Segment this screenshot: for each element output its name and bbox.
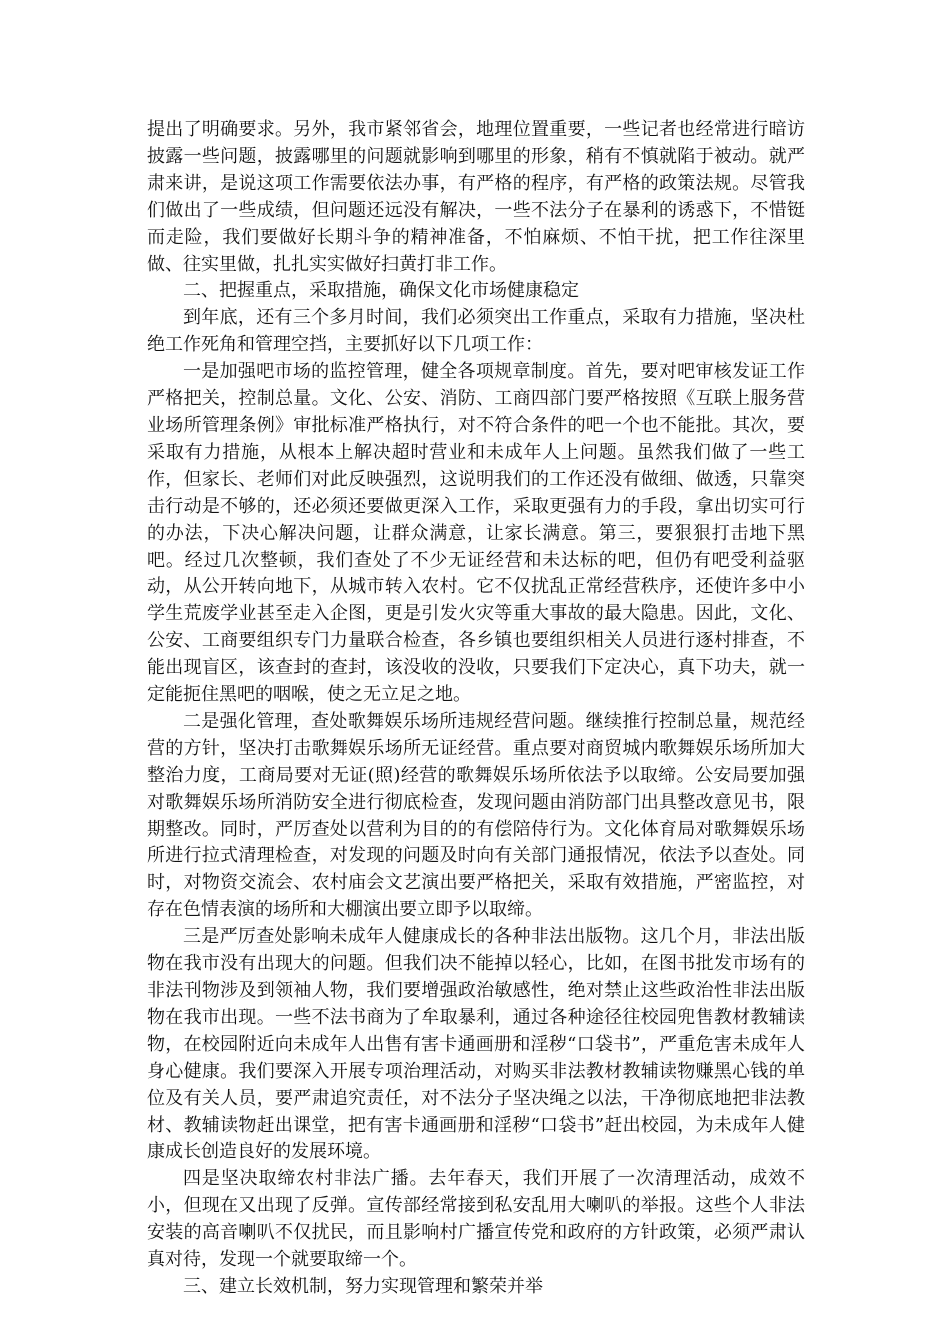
paragraph-7: 四是坚决取缔农村非法广播。去年春天，我们开展了一次清理活动，成效不小，但现在又出现了反弹。宣传部经常接到私安乱用大喇叭的举报。这些个人非法安装的高音喇叭不仅扰民，而且影响村广播宣传党和政府的方针政策，必须严肃认真对待，发现一个就要取缔一个。: [147, 1168, 805, 1271]
document-body: [147, 117, 805, 1301]
paragraph-5: 二是强化管理，查处歌舞娱乐场所违规经营问题。继续推行控制总量，规范经营的方针，坚决打击歌舞娱乐场所无证经营。重点要对商贸城内歌舞娱乐场所加大整治力度，工商局要对无证(照)经营的歌舞娱乐场所依法予以取缔。公安局要加强对歌舞娱乐场所消防安全进行彻底检查，发现问题由消防部门出具整改意见书，限期整改。同时，严厉查处以营利为目的的有偿陪侍行为。文化体育局对歌舞娱乐场所进行拉式清理检查，对发现的问题及时向有关部门通报情况，依法予以查处。同时，对物资交流会、农村庙会文艺演出要严格把关，采取有效措施，严密监控，对存在色情表演的场所和大棚演出要立即予以取缔。: [147, 710, 805, 921]
paragraph-3: 到年底，还有三个多月时间，我们必须突出工作重点，采取有力措施，坚决杜绝工作死角和管理空挡，主要抓好以下几项工作：: [147, 307, 805, 356]
paragraph-6: 三是严厉查处影响未成年人健康成长的各种非法出版物。这几个月，非法出版物在我市没有出现大的问题。但我们决不能掉以轻心，比如，在图书批发市场有的非法刊物涉及到领袖人物，我们要增强政治敏感性，绝对禁止这些政治性非法出版物在我市出现。一些不法书商为了牟取暴利，通过各种途径往校园兜售教材教辅读物，在校园附近向未成年人出售有害卡通画册和淫秽“口袋书”，严重危害未成年人身心健康。我们要深入开展专项治理活动，对购买非法教材教辅读物赚黑心钱的单位及有关人员，要严肃追究责任，对不法分子坚决绳之以法，干净彻底地把非法教材、教辅读物赶出课堂，把有害卡通画册和淫秽“口袋书”赶出校园，为未成年人健康成长创造良好的发展环境。: [147, 926, 805, 1163]
paragraph-4: 一是加强吧市场的监控管理，健全各项规章制度。首先，要对吧审核发证工作严格把关，控制总量。文化、公安、消防、工商四部门要严格按照《互联上服务营业场所管理条例》审批标准严格执行，对不符合条件的吧一个也不能批。其次，要采取有力措施，从根本上解决超时营业和未成年人上问题。虽然我们做了一些工作，但家长、老师们对此反映强烈，这说明我们的工作还没有做细、做透，只靠突击行动是不够的，还必须还要做更深入工作，采取更强有力的手段，拿出切实可行的办法，下决心解决问题，让群众满意，让家长满意。第三，要狠狠打击地下黑吧。经过几次整顿，我们查处了不少无证经营和未达标的吧，但仍有吧受利益驱动，从公开转向地下，从城市转入农村。它不仅扰乱正常经营秩序，还使许多中小学生荒废学业甚至走入企图，更是引发火灾等重大事故的最大隐患。因此，文化、公安、工商要组织专门力量联合检查，各乡镇也要组织相关人员进行逐村排查，不能出现盲区，该查封的查封，该没收的没收，只要我们下定决心，真下功夫，就一定能扼住黑吧的咽喉，使之无立足之地。: [147, 361, 805, 706]
section-heading-2: 二、把握重点，采取措施，确保文化市场健康稳定: [183, 280, 579, 302]
section-heading-3: 三、建立长效机制，努力实现管理和繁荣并举: [183, 1275, 543, 1297]
paragraph-1: 提出了明确要求。另外，我市紧邻省会，地理位置重要，一些记者也经常进行暗访披露一些问题，披露哪里的问题就影响到哪里的形象，稍有不慎就陷于被动。就严肃来讲，是说这项工作需要依法办事，有严格的程序，有严格的政策法规。尽管我们做出了一些成绩，但问题还远没有解决，一些不法分子在暴利的诱惑下，不惜铤而走险，我们要做好长期斗争的精神准备，不怕麻烦、不怕干扰，把工作往深里做、往实里做，扎扎实实做好扫黄打非工作。: [147, 119, 805, 275]
